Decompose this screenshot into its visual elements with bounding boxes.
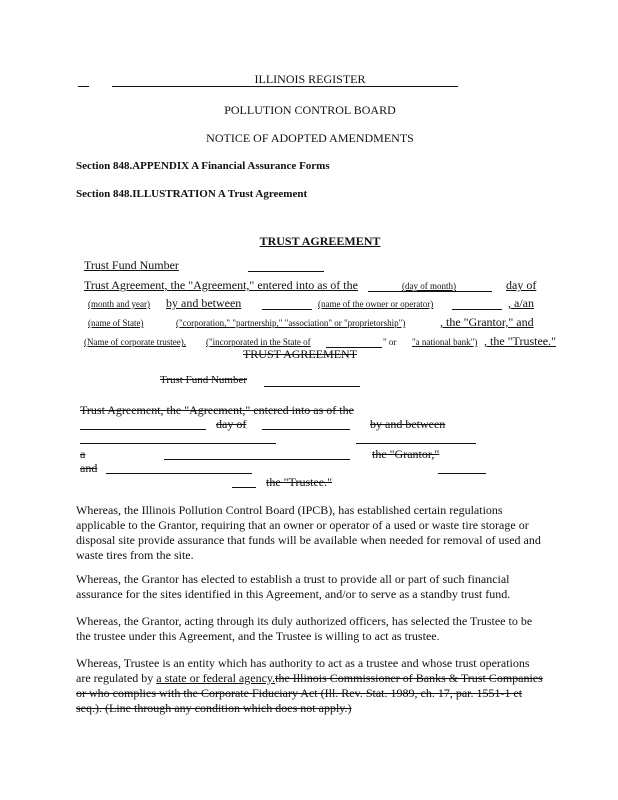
whereas-4-struck-text: the Illinois Commissioner of Banks & Trust Companies or who complies with the Corporate Fiduciary Act (Ill. Rev. Stat. 1989, ch. 17, par. 1551-1 et seq.). (Line through any condition which does not apply.) [76, 671, 543, 715]
old-by-and-between-label: by and between [370, 417, 446, 431]
hint-incorporated-state: ("incorporated in the State of [206, 337, 311, 347]
old-trustee-blank [106, 473, 252, 474]
whereas-paragraph-3: Whereas, the Grantor, acting through its duly authorized officers, has selected the Trustee to be the trustee under this Agreement, and the Trustee is willing to act as trustee. [76, 614, 533, 643]
day-of-month-blank [368, 291, 492, 292]
hint-entity-type: ("corporation," "partnership," "association" or "proprietorship") [176, 318, 406, 328]
trust-agreement-title: TRUST AGREEMENT [259, 234, 381, 248]
agreement-intro-text: Trust Agreement, the "Agreement," entered into as of the [84, 278, 358, 292]
old-a-label: a [80, 447, 86, 461]
old-trust-fund-number-label: Trust Fund Number [160, 374, 247, 386]
hint-month-year: (month and year) [88, 299, 150, 309]
whereas-paragraph-4 [76, 656, 546, 716]
a-an-label: , a/an [508, 296, 534, 310]
whereas-4-added-text: a state or federal agency. [156, 671, 276, 685]
old-owner-blank [80, 443, 276, 444]
old-grantor-blank [164, 459, 350, 460]
trust-fund-number-label: Trust Fund Number [84, 258, 179, 272]
hint-owner-operator: (name of the owner or operator) [318, 299, 434, 309]
old-trustee-blank-right [438, 473, 486, 474]
day-of-label: day of [506, 278, 537, 292]
old-and-label: and [80, 461, 98, 475]
old-day-blank [80, 429, 206, 430]
owner-blank-a [262, 309, 312, 310]
hint-national-bank: "a national bank") [412, 337, 478, 347]
notice-title: NOTICE OF ADOPTED AMENDMENTS [206, 131, 414, 145]
old-fund-number-blank [264, 386, 360, 387]
by-and-between-label: by and between [166, 296, 242, 310]
hint-or: " or [383, 337, 397, 347]
section-illustration-heading: Section 848.ILLUSTRATION A Trust Agreement [76, 188, 308, 200]
old-entity-blank [356, 443, 476, 444]
old-trustee-label: the "Trustee." [266, 475, 333, 489]
hint-day-of-month: (day of month) [402, 281, 456, 291]
old-grantor-label: the "Grantor," [372, 447, 440, 461]
trustee-label: , the "Trustee." [484, 334, 557, 348]
old-trustee-state-blank [232, 487, 256, 488]
old-agreement-intro-text: Trust Agreement, the "Agreement," entered into as of the [80, 403, 354, 417]
old-day-of-label: day of [216, 417, 247, 431]
whereas-paragraph-2: Whereas, the Grantor has elected to establish a trust to provide all or part of such financial assurance for the sites identified in this Agreement, and/or to serve as a standby trust fund. [76, 572, 511, 601]
hint-trustee-name: (Name of corporate trustee), [84, 337, 186, 347]
whereas-4-text: Whereas, Trustee is an entity which has authority to act as a trustee and whose trust operations are regulated by [76, 656, 530, 685]
register-title: ILLINOIS REGISTER [254, 72, 366, 86]
grantor-and-label: , the "Grantor," and [440, 315, 534, 329]
hint-state: (name of State) [88, 318, 144, 328]
section-appendix-heading: Section 848.APPENDIX A Financial Assurance Forms [76, 160, 330, 172]
board-title: POLLUTION CONTROL BOARD [224, 103, 396, 117]
owner-blank-b [452, 309, 502, 310]
old-trust-agreement-title: TRUST AGREEMENT [242, 347, 358, 361]
header-rule-left [78, 86, 89, 87]
whereas-paragraph-1: Whereas, the Illinois Pollution Control Board (IPCB), has established certain regulations applicable to the Grantor, requiring that an owner or operator of a used or waste tire storage or disposal site provide assurance that funds will be available when needed for removal of used and waste tires from the site. [76, 503, 541, 562]
trust-fund-number-blank [248, 271, 324, 272]
old-month-blank [262, 429, 350, 430]
